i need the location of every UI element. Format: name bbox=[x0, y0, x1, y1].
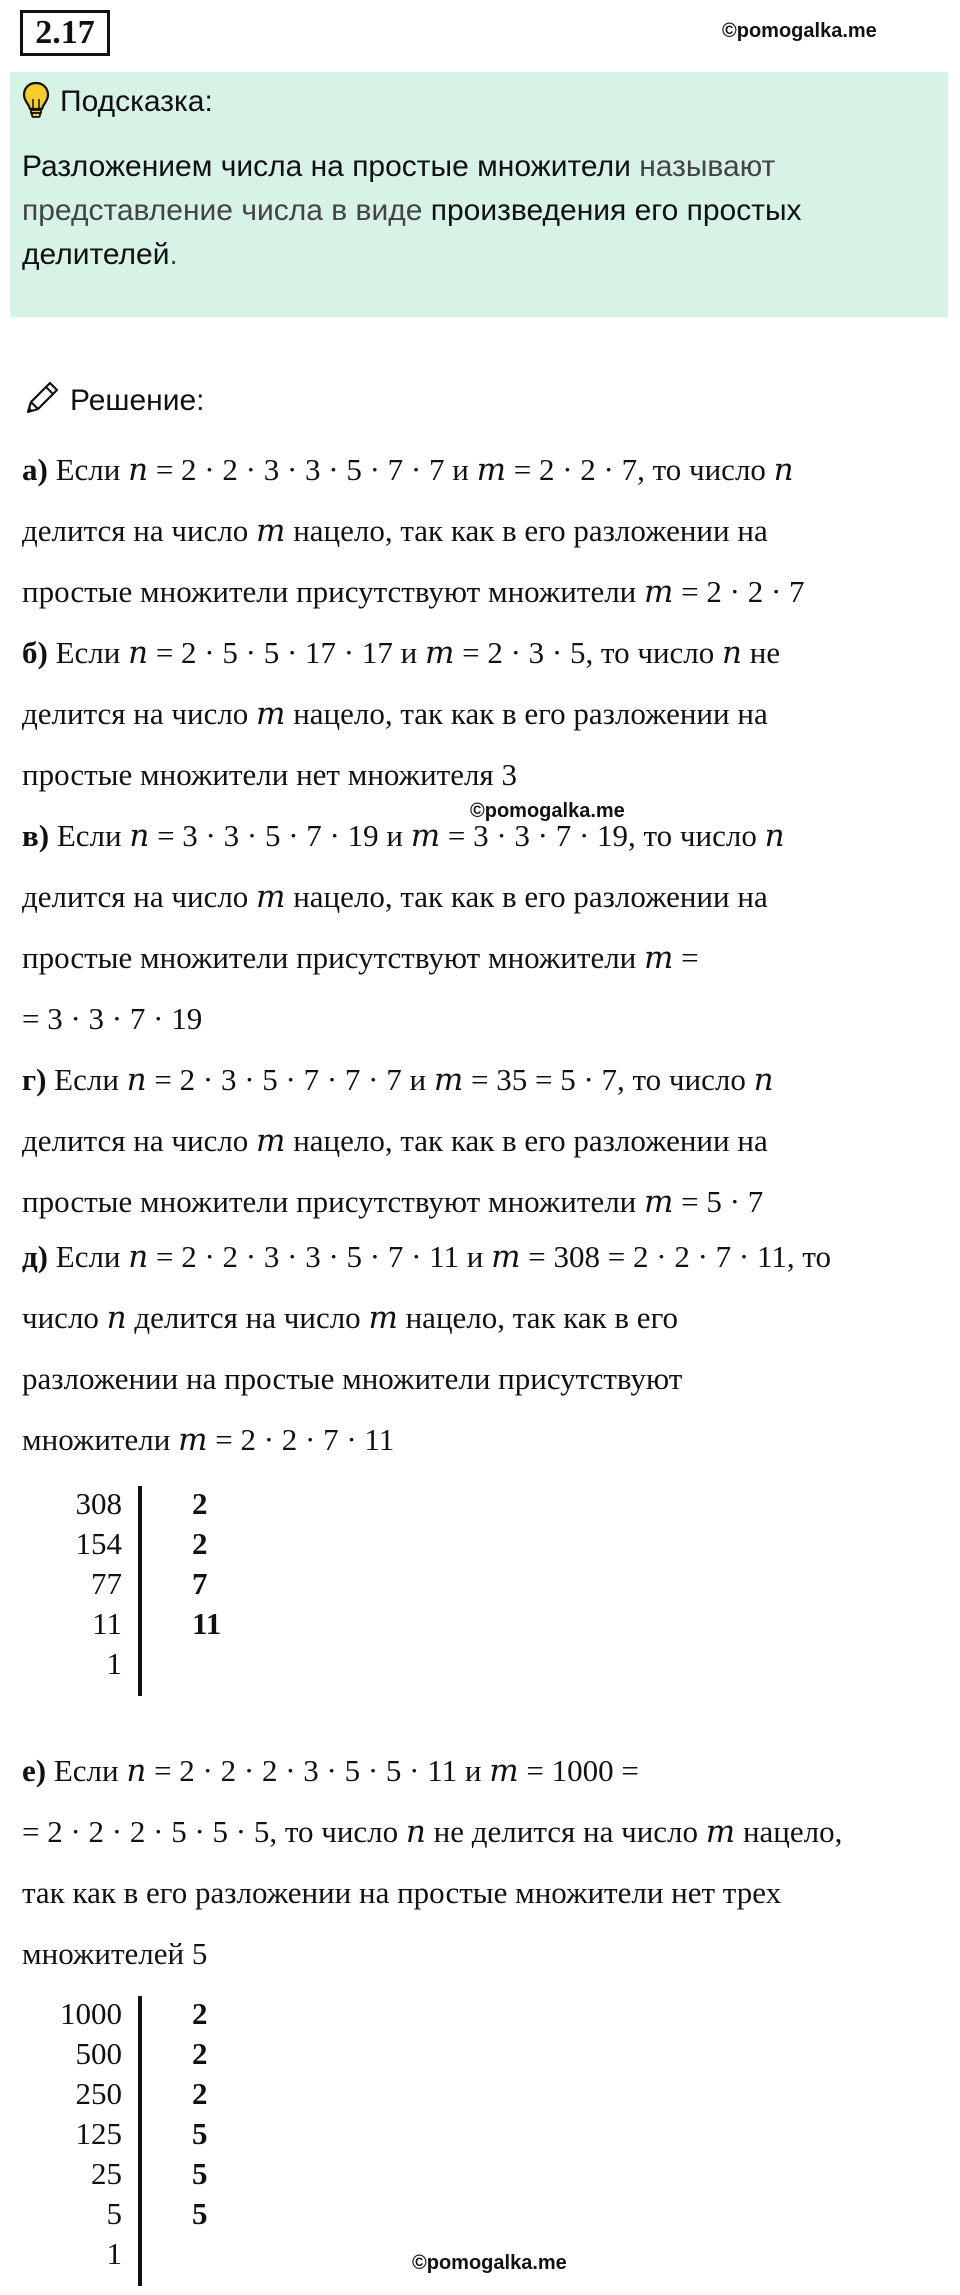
factorization-number: 125 bbox=[75, 2116, 122, 2151]
factorization-row bbox=[30, 2076, 290, 2116]
var-n: n bbox=[129, 818, 150, 854]
factorization-row bbox=[30, 1606, 290, 1646]
var-m: m bbox=[256, 879, 286, 915]
factorization-divisor: 5 bbox=[192, 2196, 208, 2231]
factorization-number: 5 bbox=[106, 2196, 122, 2231]
text: простые множители присутствуют множители bbox=[22, 574, 645, 609]
hint-definition: произведения его простых делителей bbox=[22, 194, 802, 271]
text: Если bbox=[47, 635, 129, 670]
factorization-number: 308 bbox=[75, 1486, 122, 1521]
part-d-label: д) bbox=[22, 1239, 49, 1274]
text: = 5 · 7 bbox=[673, 1184, 764, 1219]
factorization-divisor: 2 bbox=[192, 1526, 208, 1561]
var-n: n bbox=[106, 1300, 127, 1336]
solution-title: Решение: bbox=[70, 383, 205, 417]
text: = 3 · 3 · 5 · 7 · 19 и bbox=[149, 818, 411, 853]
text: = 2 · 3 · 5 · 7 · 7 · 7 и bbox=[146, 1062, 434, 1097]
pencil-icon bbox=[22, 378, 62, 423]
text: делится на число bbox=[126, 1300, 369, 1335]
factorization-number: 25 bbox=[91, 2156, 122, 2191]
factorization-divisor: 2 bbox=[192, 2036, 208, 2071]
text: = 2 · 5 · 5 · 17 · 17 и bbox=[148, 635, 425, 670]
factorization-divisor: 2 bbox=[192, 1486, 208, 1521]
hint-term: Разложением числа на простые множители bbox=[22, 150, 631, 183]
var-m: m bbox=[178, 1422, 208, 1458]
part-d-line-3: разложении на простые множители присутствуют bbox=[22, 1361, 683, 1396]
var-n: n bbox=[128, 635, 149, 671]
factorization-number: 11 bbox=[92, 1606, 122, 1641]
factorization-number: 1 bbox=[106, 1646, 122, 1681]
var-m: m bbox=[644, 574, 674, 610]
part-v-label: в) bbox=[22, 818, 50, 853]
factorization-number: 500 bbox=[75, 2036, 122, 2071]
text: число bbox=[22, 1300, 107, 1335]
var-n: n bbox=[126, 1062, 147, 1098]
part-b-label: б) bbox=[22, 635, 48, 670]
task-number: 2.17 bbox=[20, 10, 110, 56]
part-v-line-2 bbox=[22, 877, 768, 917]
text: простые множители присутствуют множители bbox=[22, 940, 645, 975]
part-e-line-1 bbox=[22, 1751, 639, 1791]
text: не делится на число bbox=[425, 1814, 706, 1849]
var-m: m bbox=[424, 635, 455, 671]
text: = 2 · 2 · 3 · 3 · 5 · 7 · 11 и bbox=[148, 1239, 492, 1274]
part-d-line-1 bbox=[22, 1237, 831, 1277]
text: = 2 · 2 · 2 · 5 · 5 · 5, то число bbox=[22, 1814, 406, 1849]
var-n: n bbox=[764, 818, 785, 854]
text: = 2 · 2 · 7, то число bbox=[505, 452, 774, 487]
text: множители bbox=[22, 1422, 179, 1457]
var-m: m bbox=[705, 1814, 736, 1850]
var-m: m bbox=[256, 696, 286, 732]
factorization-row bbox=[30, 2116, 290, 2156]
text: = 1000 = bbox=[518, 1753, 639, 1788]
var-m: m bbox=[644, 940, 674, 976]
text: простые множители присутствуют множители bbox=[22, 1184, 645, 1219]
factorization-number: 154 bbox=[75, 1526, 122, 1561]
part-e-line-3: так как в его разложении на простые множители нет трех bbox=[22, 1875, 782, 1910]
text: = 2 · 2 · 7 bbox=[673, 574, 805, 609]
text: Если bbox=[47, 452, 129, 487]
factorization-row bbox=[30, 1996, 290, 2036]
text: делится на число bbox=[22, 879, 257, 914]
text: Если bbox=[49, 818, 130, 853]
var-m: m bbox=[489, 1753, 519, 1789]
watermark-middle: ©pomogalka.me bbox=[470, 800, 625, 822]
part-e-line-4: множителей 5 bbox=[22, 1936, 208, 1971]
var-m: m bbox=[410, 818, 441, 854]
factorization-row bbox=[30, 1566, 290, 1606]
hint-header bbox=[22, 78, 213, 126]
var-n: n bbox=[722, 635, 742, 671]
text: делится на число bbox=[22, 1123, 257, 1158]
var-m: m bbox=[256, 1123, 286, 1159]
part-b-line-3: простые множители нет множителя 3 bbox=[22, 757, 517, 792]
text: = 35 = 5 · 7, то число bbox=[463, 1062, 754, 1097]
text: делится на число bbox=[22, 513, 257, 548]
factorization-table-d bbox=[30, 1486, 290, 1696]
factorization-row bbox=[30, 1486, 290, 1526]
factorization-number: 1000 bbox=[60, 1996, 122, 2031]
part-e-line-2 bbox=[22, 1812, 842, 1852]
text: нацело, так как в его bbox=[397, 1300, 679, 1335]
text: Если bbox=[46, 1753, 127, 1788]
lightbulb-icon bbox=[22, 81, 50, 124]
var-m: m bbox=[476, 452, 506, 488]
factorization-divisor: 7 bbox=[192, 1566, 208, 1601]
factorization-number: 1 bbox=[106, 2236, 122, 2271]
var-n: n bbox=[773, 452, 794, 488]
part-b-line-2 bbox=[22, 694, 768, 734]
part-a-line-3 bbox=[22, 572, 805, 612]
watermark-top: ©pomogalka.me bbox=[722, 20, 877, 42]
part-g-label: г) bbox=[22, 1062, 47, 1097]
hint-text bbox=[22, 145, 922, 277]
text: = bbox=[673, 940, 699, 975]
text: Если bbox=[48, 1239, 129, 1274]
part-g-line-2 bbox=[22, 1121, 768, 1161]
text: делится на число bbox=[22, 696, 257, 731]
factorization-divisor: 2 bbox=[192, 1996, 208, 2031]
text: нацело, так как в его разложении на bbox=[285, 696, 768, 731]
factorization-row bbox=[30, 1646, 290, 1686]
var-n: n bbox=[126, 1753, 147, 1789]
text: Если bbox=[46, 1062, 127, 1097]
text: не bbox=[742, 635, 781, 670]
hint-title: Подсказка: bbox=[60, 85, 213, 118]
var-n: n bbox=[128, 1239, 149, 1275]
factorization-number: 77 bbox=[91, 1566, 122, 1601]
text: нацело, так как в его разложении на bbox=[285, 513, 768, 548]
watermark-bottom: ©pomogalka.me bbox=[412, 2252, 567, 2274]
factorization-row bbox=[30, 1526, 290, 1566]
part-b-line-1 bbox=[22, 633, 780, 673]
hint-box bbox=[10, 72, 948, 317]
var-n: n bbox=[128, 452, 149, 488]
factorization-divisor: 11 bbox=[192, 1606, 222, 1641]
text: = 3 · 3 · 7 · 19, то число bbox=[440, 818, 765, 853]
factorization-table-e bbox=[30, 1996, 290, 2286]
part-v-line-4: = 3 · 3 · 7 · 19 bbox=[22, 1001, 203, 1036]
var-n: n bbox=[753, 1062, 774, 1098]
part-v-line-1 bbox=[22, 816, 785, 856]
part-g-line-1 bbox=[22, 1060, 774, 1100]
factorization-divisor: 5 bbox=[192, 2116, 208, 2151]
text: = 2 · 3 · 5, то число bbox=[454, 635, 723, 670]
var-m: m bbox=[433, 1062, 464, 1098]
var-m: m bbox=[256, 513, 286, 549]
hint-text-middle: называют представление числа в виде bbox=[22, 150, 776, 227]
text: = 308 = 2 · 2 · 7 · 11, то bbox=[520, 1239, 831, 1274]
part-e-label: е) bbox=[22, 1753, 47, 1788]
factorization-divisor: 2 bbox=[192, 2076, 208, 2111]
factorization-number: 250 bbox=[75, 2076, 122, 2111]
part-d-line-4 bbox=[22, 1420, 394, 1460]
solution-header bbox=[22, 378, 204, 423]
text: нацело, так как в его разложении на bbox=[285, 879, 768, 914]
factorization-row bbox=[30, 2196, 290, 2236]
factorization-row bbox=[30, 2036, 290, 2076]
factorization-row bbox=[30, 2236, 290, 2276]
part-d-line-2 bbox=[22, 1298, 678, 1338]
var-n: n bbox=[405, 1814, 426, 1850]
factorization-divisor: 5 bbox=[192, 2156, 208, 2191]
part-a-label: а) bbox=[22, 452, 48, 487]
text: = 2 · 2 · 7 · 11 bbox=[207, 1422, 395, 1457]
text: нацело, bbox=[735, 1814, 843, 1849]
text: нацело, так как в его разложении на bbox=[285, 1123, 768, 1158]
text: = 2 · 2 · 3 · 3 · 5 · 7 · 7 и bbox=[148, 452, 477, 487]
var-m: m bbox=[644, 1184, 674, 1220]
part-a-line-1 bbox=[22, 450, 794, 490]
text: = 2 · 2 · 2 · 3 · 5 · 5 · 11 и bbox=[146, 1753, 490, 1788]
part-v-line-3 bbox=[22, 938, 699, 978]
factorization-row bbox=[30, 2156, 290, 2196]
hint-text-end: . bbox=[169, 238, 178, 271]
part-a-line-2 bbox=[22, 511, 768, 551]
part-g-line-3 bbox=[22, 1182, 763, 1222]
var-m: m bbox=[491, 1239, 521, 1275]
var-m: m bbox=[368, 1300, 398, 1336]
